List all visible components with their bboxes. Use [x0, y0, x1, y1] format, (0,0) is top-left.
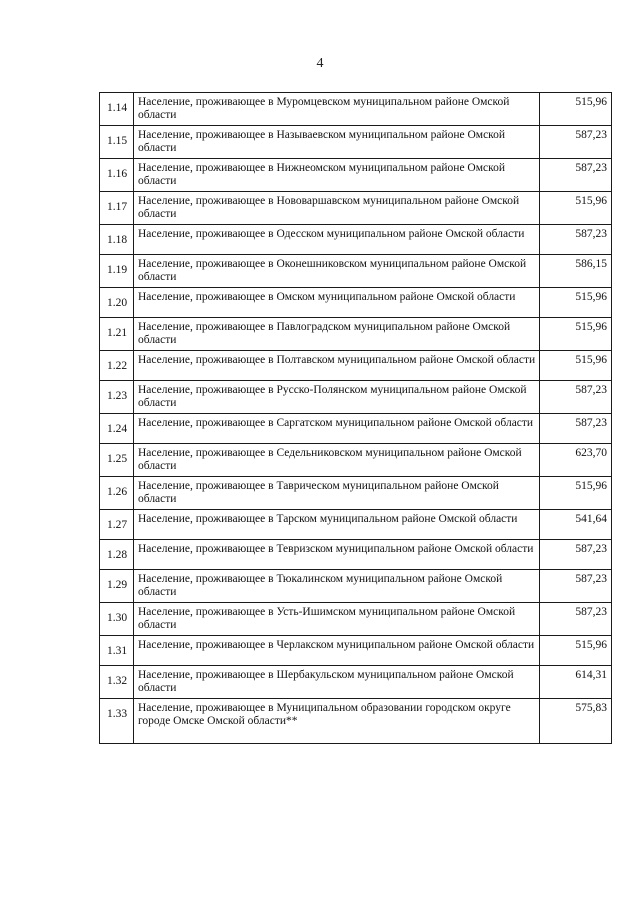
- row-value: 515,96: [540, 477, 612, 510]
- row-value: 515,96: [540, 288, 612, 318]
- row-number: 1.18: [100, 225, 134, 255]
- table-row: [100, 288, 612, 318]
- row-number: 1.24: [100, 414, 134, 444]
- row-number: 1.29: [100, 570, 134, 603]
- table-row: [100, 570, 612, 603]
- row-value: 586,15: [540, 255, 612, 288]
- row-description: Население, проживающее в Павлоградском муниципальном районе Омской области: [134, 318, 540, 351]
- row-description: Население, проживающее в Тарском муниципальном районе Омской области: [134, 510, 540, 540]
- table-row: [100, 255, 612, 288]
- row-value: 587,23: [540, 159, 612, 192]
- row-description: Население, проживающее в Нововаршавском муниципальном районе Омской области: [134, 192, 540, 225]
- row-number: 1.27: [100, 510, 134, 540]
- table-row: [100, 318, 612, 351]
- row-value: 614,31: [540, 666, 612, 699]
- row-number: 1.17: [100, 192, 134, 225]
- tariff-table: [99, 92, 612, 744]
- table-row: [100, 477, 612, 510]
- row-number: 1.23: [100, 381, 134, 414]
- table-row: [100, 603, 612, 636]
- row-description: Население, проживающее в Оконешниковском муниципальном районе Омской области: [134, 255, 540, 288]
- row-number: 1.21: [100, 318, 134, 351]
- row-value: 587,23: [540, 414, 612, 444]
- table-row: [100, 159, 612, 192]
- row-description: Население, проживающее в Шербакульском муниципальном районе Омской области: [134, 666, 540, 699]
- table-body: [100, 93, 612, 744]
- row-number: 1.30: [100, 603, 134, 636]
- row-value: 587,23: [540, 603, 612, 636]
- row-value: 587,23: [540, 126, 612, 159]
- row-value: 587,23: [540, 225, 612, 255]
- row-description: Население, проживающее в Саргатском муниципальном районе Омской области: [134, 414, 540, 444]
- row-description: Население, проживающее в Омском муниципальном районе Омской области: [134, 288, 540, 318]
- table-row: [100, 414, 612, 444]
- page-number: 4: [316, 56, 324, 71]
- row-value: 515,96: [540, 192, 612, 225]
- row-description: Население, проживающее в Полтавском муниципальном районе Омской области: [134, 351, 540, 381]
- table-row: [100, 510, 612, 540]
- row-description: Население, проживающее в Муниципальном образовании городском округе городе Омске Омской области**: [134, 699, 540, 744]
- row-number: 1.31: [100, 636, 134, 666]
- row-value: 587,23: [540, 381, 612, 414]
- row-value: 515,96: [540, 636, 612, 666]
- table-row: [100, 444, 612, 477]
- row-number: 1.20: [100, 288, 134, 318]
- row-description: Население, проживающее в Называевском муниципальном районе Омской области: [134, 126, 540, 159]
- row-description: Население, проживающее в Усть-Ишимском муниципальном районе Омской области: [134, 603, 540, 636]
- row-number: 1.26: [100, 477, 134, 510]
- row-description: Население, проживающее в Тевризском муниципальном районе Омской области: [134, 540, 540, 570]
- row-number: 1.15: [100, 126, 134, 159]
- table-row: [100, 381, 612, 414]
- row-description: Население, проживающее в Черлакском муниципальном районе Омской области: [134, 636, 540, 666]
- row-number: 1.16: [100, 159, 134, 192]
- row-number: 1.32: [100, 666, 134, 699]
- row-description: Население, проживающее в Муромцевском муниципальном районе Омской области: [134, 93, 540, 126]
- row-description: Население, проживающее в Одесском муниципальном районе Омской области: [134, 225, 540, 255]
- row-value: 587,23: [540, 540, 612, 570]
- row-description: Население, проживающее в Таврическом муниципальном районе Омской области: [134, 477, 540, 510]
- table-row: [100, 666, 612, 699]
- table-row: [100, 126, 612, 159]
- row-number: 1.22: [100, 351, 134, 381]
- table-row: [100, 351, 612, 381]
- row-number: 1.19: [100, 255, 134, 288]
- row-description: Население, проживающее в Тюкалинском муниципальном районе Омской области: [134, 570, 540, 603]
- row-description: Население, проживающее в Нижнеомском муниципальном районе Омской области: [134, 159, 540, 192]
- row-value: 515,96: [540, 318, 612, 351]
- table-row: [100, 636, 612, 666]
- row-number: 1.14: [100, 93, 134, 126]
- row-value: 587,23: [540, 570, 612, 603]
- row-number: 1.25: [100, 444, 134, 477]
- table-row: [100, 699, 612, 744]
- table-row: [100, 540, 612, 570]
- row-number: 1.33: [100, 699, 134, 744]
- row-value: 623,70: [540, 444, 612, 477]
- row-value: 541,64: [540, 510, 612, 540]
- table-row: [100, 192, 612, 225]
- table-row: [100, 225, 612, 255]
- row-number: 1.28: [100, 540, 134, 570]
- row-value: 515,96: [540, 351, 612, 381]
- row-value: 515,96: [540, 93, 612, 126]
- row-description: Население, проживающее в Русско-Полянском муниципальном районе Омской области: [134, 381, 540, 414]
- table-row: [100, 93, 612, 126]
- row-value: 575,83: [540, 699, 612, 744]
- row-description: Население, проживающее в Седельниковском муниципальном районе Омской области: [134, 444, 540, 477]
